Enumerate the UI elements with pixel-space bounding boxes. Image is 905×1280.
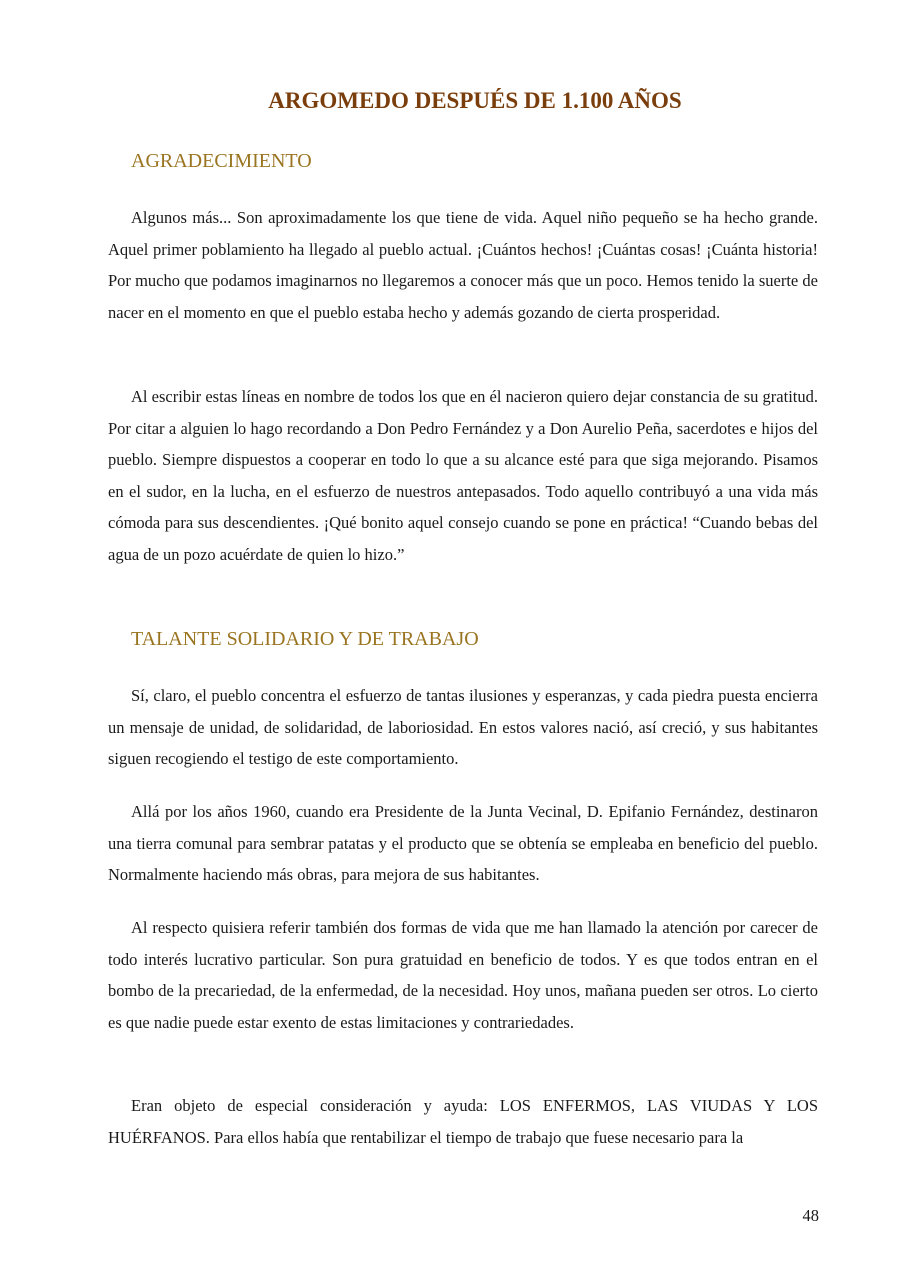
paragraph: Algunos más... Son aproximadamente los que tiene de vida. Aquel niño pequeño se ha hecho grande. Aquel primer poblamiento ha llegado al pueblo actual. ¡Cuántos hechos! ¡Cuántas cosas! ¡Cuánta historia! Por mucho que podamos imaginarnos no llegaremos a conocer más que un poco. Hemos tenido la suerte de nacer en el momento en que el pueblo estaba hecho y además gozando de cierta prosperidad. [108,208,818,322]
page-number: 48 [802,1206,819,1225]
paragraph: Eran objeto de especial consideración y ayuda: LOS ENFERMOS, LAS VIUDAS Y LOS HUÉRFANOS. Para ellos había que rentabilizar el tiempo de trabajo que fuese necesario para la [108,1096,818,1147]
page-title: ARGOMEDO DESPUÉS DE 1.100 AÑOS [268,88,682,113]
paragraph: Al escribir estas líneas en nombre de todos los que en él nacieron quiero dejar constancia de su gratitud. Por citar a alguien lo hago recordando a Don Pedro Fernández y a Don Aurelio Peña, sacerdotes e hijos del pueblo. Siempre dispuestos a cooperar en todo lo que a su alcance esté para que siga mejorando. Pisamos en el sudor, en la lucha, en el esfuerzo de nuestros antepasados. Todo aquello contribuyó a una vida más cómoda para sus descendientes. ¡Qué bonito aquel consejo cuando se pone en práctica! “Cuando bebas del agua de un pozo acuérdate de quien lo hizo.” [108,387,818,564]
section-heading-agradecimiento: AGRADECIMIENTO [131,150,312,172]
paragraph: Sí, claro, el pueblo concentra el esfuerzo de tantas ilusiones y esperanzas, y cada piedra puesta encierra un mensaje de unidad, de solidaridad, de laboriosidad. En estos valores nació, así creció, y sus habitantes siguen recogiendo el testigo de este comportamiento. [108,686,818,768]
paragraph: Al respecto quisiera referir también dos formas de vida que me han llamado la atención por carecer de todo interés lucrativo particular. Son pura gratuidad en beneficio de todos. Y es que todos entran en el bombo de la precariedad, de la enfermedad, de la necesidad. Hoy unos, mañana pueden ser otros. Lo cierto es que nadie puede estar exento de estas limitaciones y contrariedades. [108,918,818,1032]
paragraph: Allá por los años 1960, cuando era Presidente de la Junta Vecinal, D. Epifanio Fernández, destinaron una tierra comunal para sembrar patatas y el producto que se obtenía se empleaba en beneficio del pueblo. Normalmente haciendo más obras, para mejora de sus habitantes. [108,802,818,884]
section-heading-talante: TALANTE SOLIDARIO Y DE TRABAJO [131,628,479,650]
